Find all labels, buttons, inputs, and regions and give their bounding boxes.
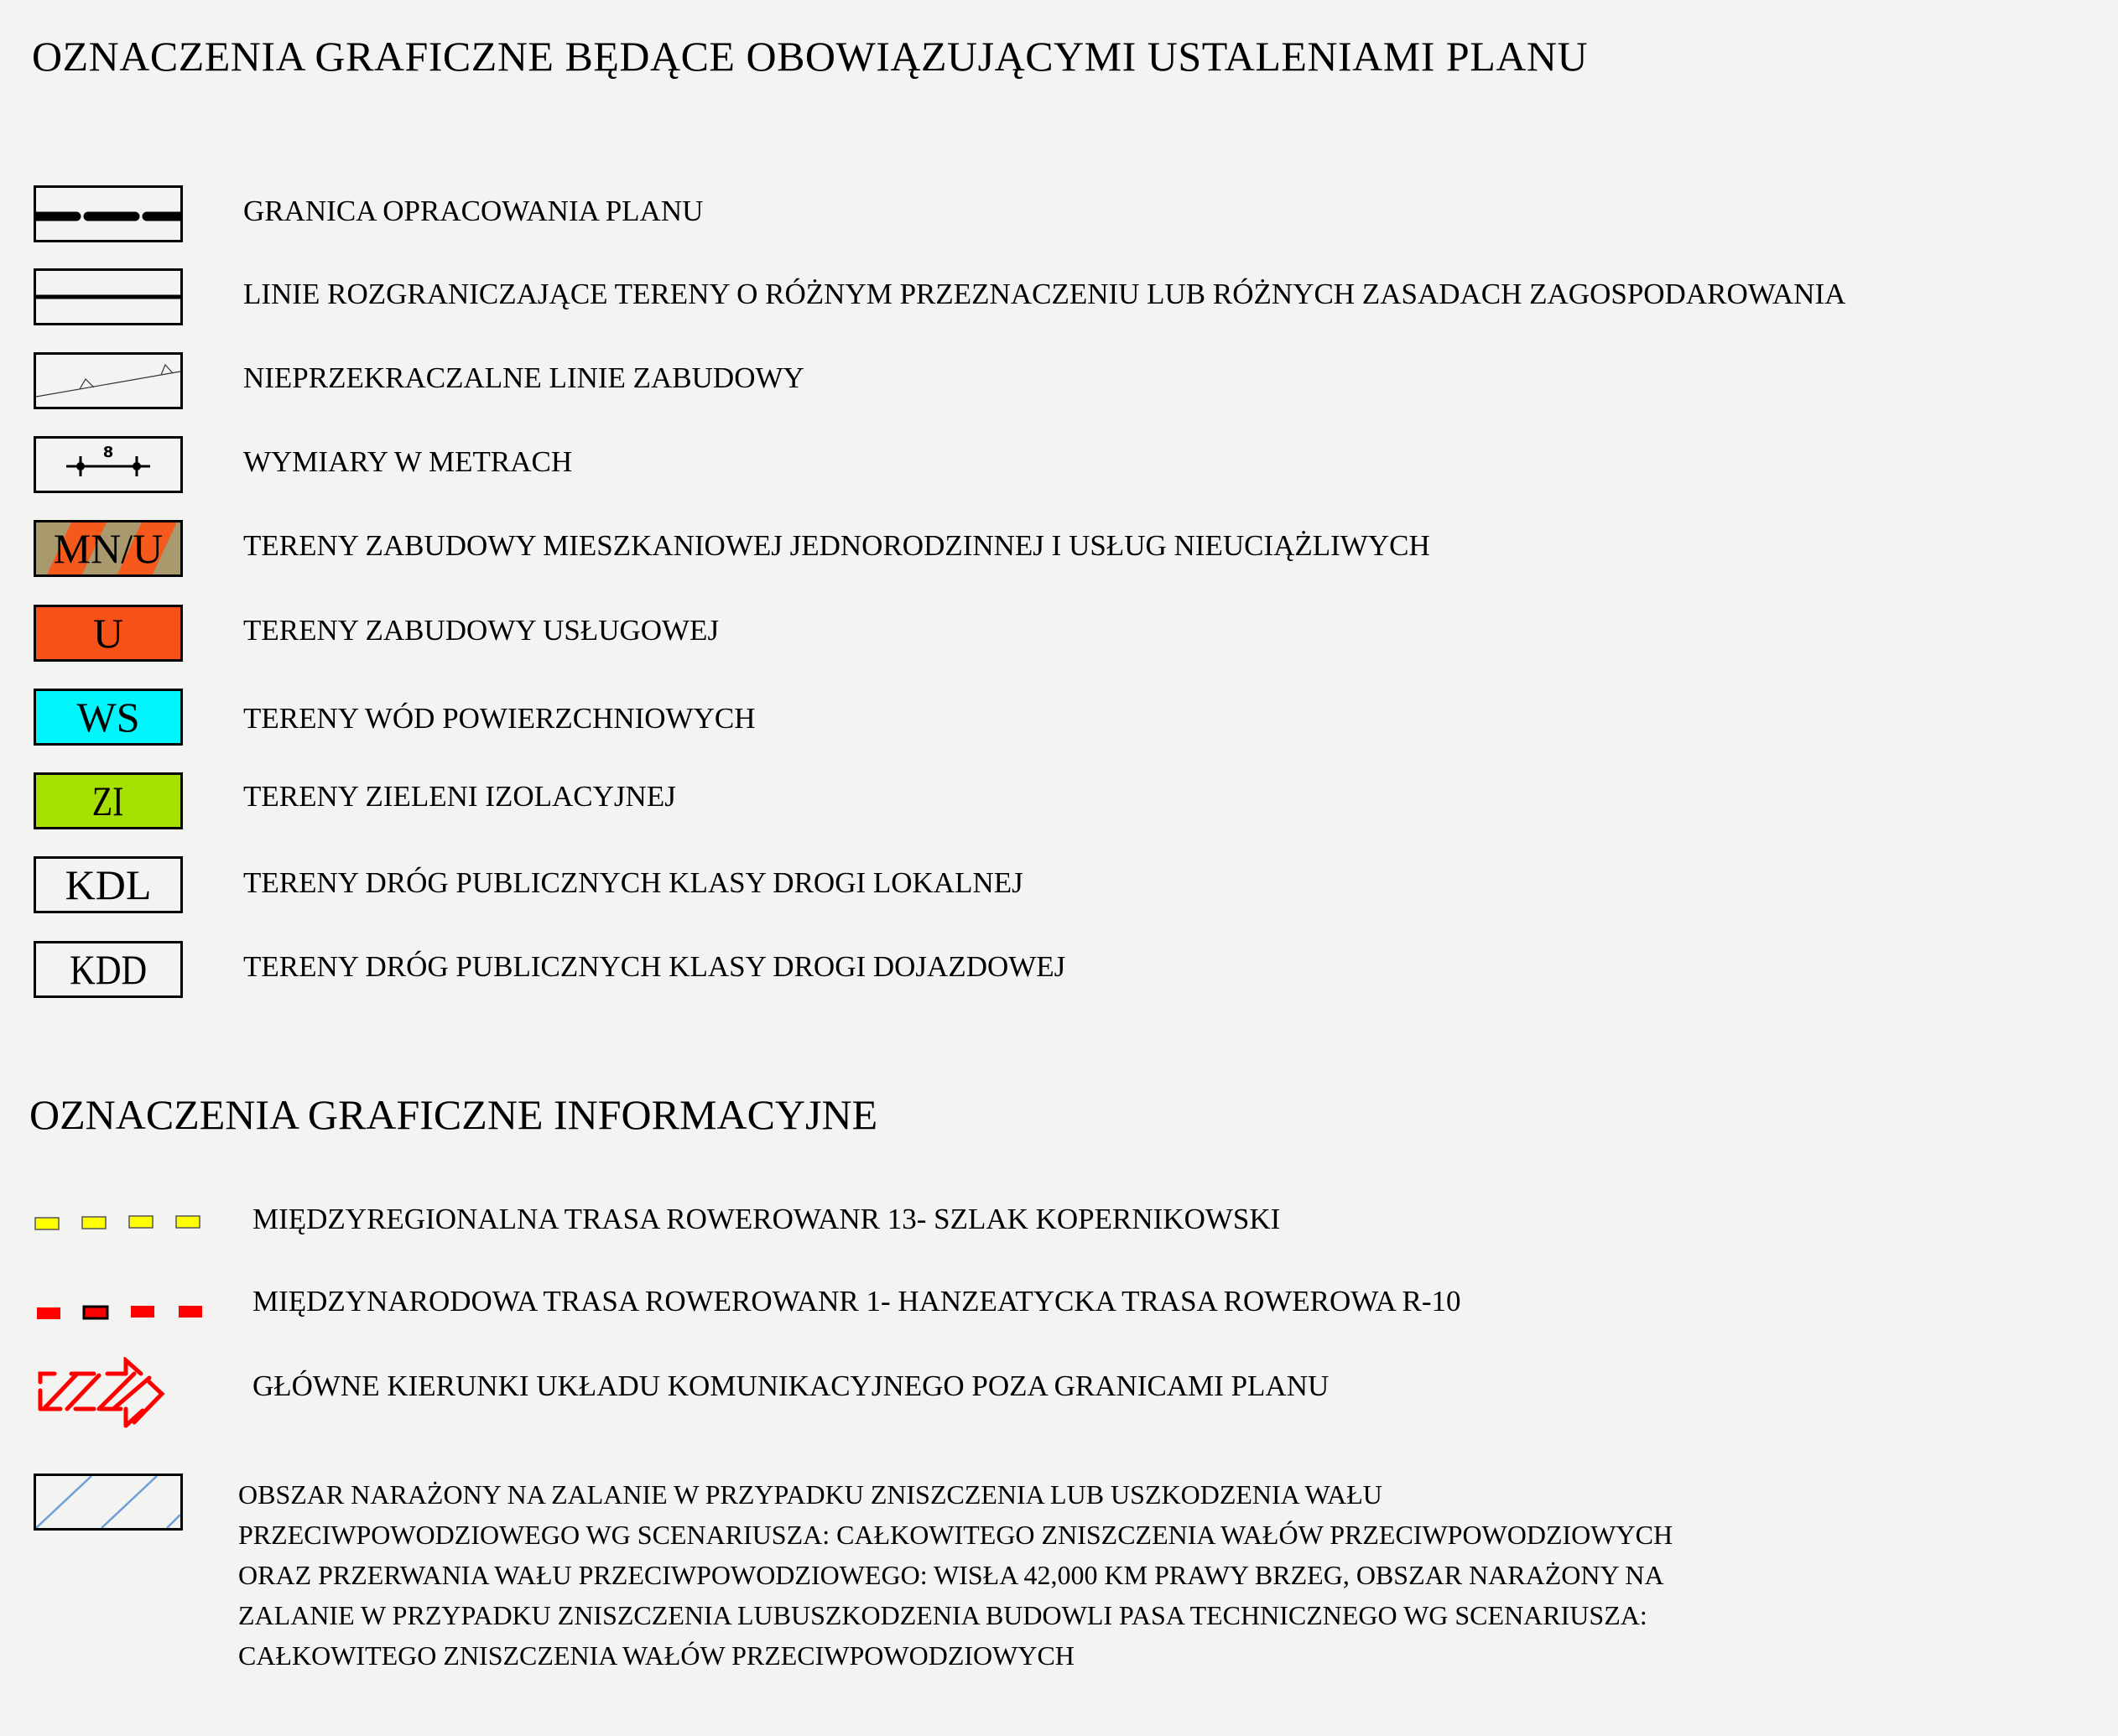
description-line: CAŁKOWITEGO ZNISZCZENIA WAŁÓW PRZECIWPOWODZIOWYCH — [238, 1640, 1075, 1671]
solid-line-icon — [36, 271, 180, 323]
legend-label: LINIE ROZGRANICZAJĄCE TERENY O RÓŻNYM PRZEZNACZENIU LUB RÓŻNYCH ZASADACH ZAGOSPODAROWANIA — [243, 278, 1846, 310]
symbol-mnu — [34, 520, 183, 577]
description-line: ZALANIE W PRZYPADKU ZNISZCZENIA LUBUSZKODZENIA BUDOWLI PASA TECHNICZNEGO WG SCENARIUSZA: — [238, 1600, 1647, 1630]
symbol-building-line — [34, 352, 183, 409]
legend-label: TERENY ZABUDOWY USŁUGOWEJ — [243, 614, 720, 647]
dimension-icon — [36, 439, 180, 491]
zone-code: MN/U — [53, 525, 164, 572]
zone-code: KDL — [65, 861, 152, 908]
zone-code: ZI — [92, 777, 124, 824]
symbol-zi — [34, 772, 183, 829]
legend-label: WYMIARY W METRACH — [243, 445, 573, 478]
description-line: ORAZ PRZERWANIA WAŁU PRZECIWPOWODZIOWEGO: WISŁA 42,000 KM PRAWY BRZEG, OBSZAR NARAŻONY NA — [238, 1560, 1664, 1590]
legend-label: NIEPRZEKRACZALNE LINIE ZABUDOWY — [243, 361, 804, 394]
legend-label: MIĘDZYNARODOWA TRASA ROWEROWANR 1- HANZEATYCKA TRASA ROWEROWA R-10 — [252, 1285, 1461, 1318]
flood-area-description — [238, 1474, 1673, 1676]
legend-label: TERENY DRÓG PUBLICZNYCH KLASY DROGI DOJAZDOWEJ — [243, 950, 1066, 983]
legend-label: TERENY DRÓG PUBLICZNYCH KLASY DROGI LOKALNEJ — [243, 866, 1023, 899]
legend-label: GRANICA OPRACOWANIA PLANU — [243, 195, 704, 227]
symbol-dimension — [34, 436, 183, 493]
dimension-value: 8 — [102, 444, 114, 461]
symbol-dividing-line — [34, 268, 183, 325]
symbol-kdl — [34, 856, 183, 913]
legend-label: TERENY WÓD POWIERZCHNIOWYCH — [243, 702, 756, 735]
symbol-u — [34, 605, 183, 662]
section-title-binding: OZNACZENIA GRAFICZNE BĘDĄCE OBOWIĄZUJĄCYMI USTALENIAMI PLANU — [32, 33, 1589, 80]
yellow-dashes-icon — [34, 1208, 210, 1236]
hatched-arrow-icon — [34, 1357, 176, 1434]
dashed-line-icon — [36, 188, 180, 240]
legend-label: TERENY ZABUDOWY MIESZKANIOWEJ JEDNORODZINNEJ I USŁUG NIEUCIĄŻLIWYCH — [243, 529, 1430, 562]
legend-label: GŁÓWNE KIERUNKI UKŁADU KOMUNIKACYJNEGO POZA GRANICAMI PLANU — [252, 1370, 1330, 1402]
symbol-flood-area — [34, 1474, 183, 1531]
symbol-plan-boundary — [34, 185, 183, 242]
legend-label: TERENY ZIELENI IZOLACYJNEJ — [243, 780, 676, 813]
zone-code: WS — [76, 694, 140, 741]
zone-code: KDD — [69, 946, 148, 993]
legend-label: MIĘDZYREGIONALNA TRASA ROWEROWANR 13- SZLAK KOPERNIKOWSKI — [252, 1203, 1281, 1235]
section-title-info: OZNACZENIA GRAFICZNE INFORMACYJNE — [29, 1091, 878, 1138]
description-line: PRZECIWPOWODZIOWEGO WG SCENARIUSZA: CAŁKOWITEGO ZNISZCZENIA WAŁÓW PRZECIWPOWODZIOWYCH — [238, 1520, 1673, 1550]
symbol-ws — [34, 689, 183, 746]
building-line-icon — [36, 355, 180, 407]
blue-hatch-icon — [36, 1476, 180, 1528]
red-dashes-icon — [34, 1296, 210, 1324]
symbol-kdd — [34, 941, 183, 998]
zone-code: U — [92, 610, 124, 657]
description-line: OBSZAR NARAŻONY NA ZALANIE W PRZYPADKU ZNISZCZENIA LUB USZKODZENIA WAŁU — [238, 1479, 1382, 1510]
